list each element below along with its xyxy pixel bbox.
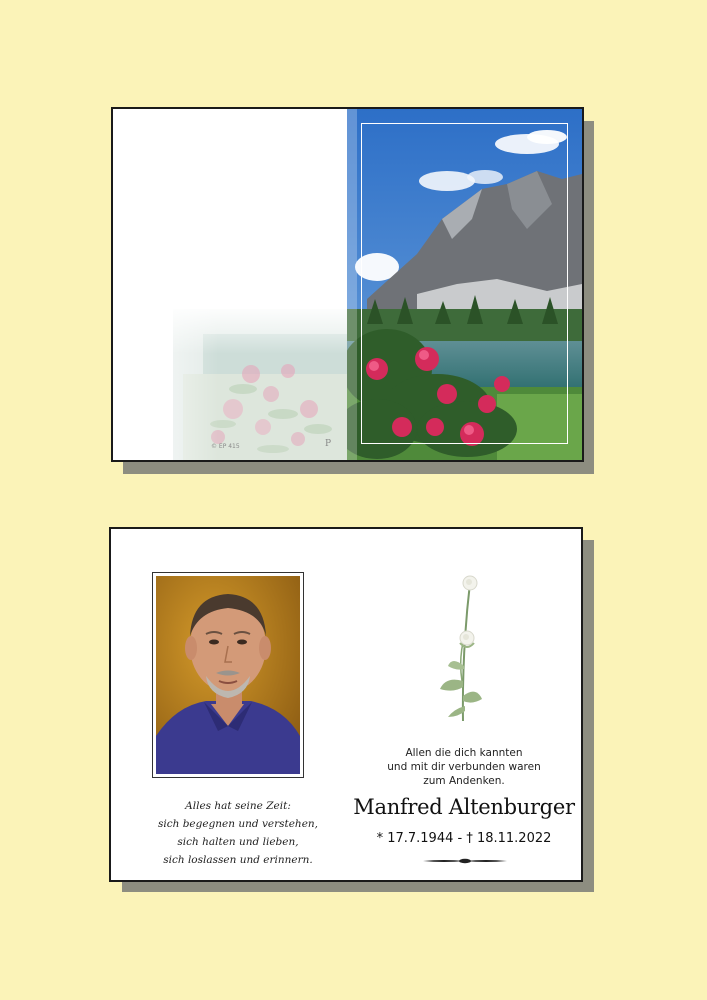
- quote-text: [131, 797, 345, 869]
- quote-line: sich halten und lieben,: [177, 836, 299, 848]
- intro-line: und mit dir verbunden waren: [387, 761, 541, 773]
- intro-line: zum Andenken.: [423, 775, 505, 787]
- quote-line: sich begegnen und verstehen,: [157, 818, 319, 830]
- inside-card: [109, 527, 583, 882]
- intro-text: [351, 746, 577, 788]
- deceased-name: Manfred Altenburger: [353, 795, 575, 819]
- life-dates: * 17.7.1944 - † 18.11.2022: [376, 831, 552, 846]
- card-back-panel: [113, 109, 347, 460]
- faded-flowers-image: [113, 109, 347, 460]
- card-front-panel: [347, 109, 582, 460]
- quote-line: sich loslassen und erinnern.: [163, 854, 313, 866]
- front-card: [111, 107, 584, 462]
- quote-line: Alles hat seine Zeit:: [185, 800, 291, 812]
- photo-frame: [361, 123, 568, 444]
- publisher-mark: P: [325, 439, 332, 449]
- divider-ornament-icon: [423, 857, 507, 865]
- white-rose-stem-icon: [436, 571, 486, 731]
- intro-line: Allen die dich kannten: [405, 747, 523, 759]
- copyright-label: © EP 415: [211, 443, 240, 450]
- man-portrait-image: [156, 576, 300, 774]
- portrait-photo: [152, 572, 304, 778]
